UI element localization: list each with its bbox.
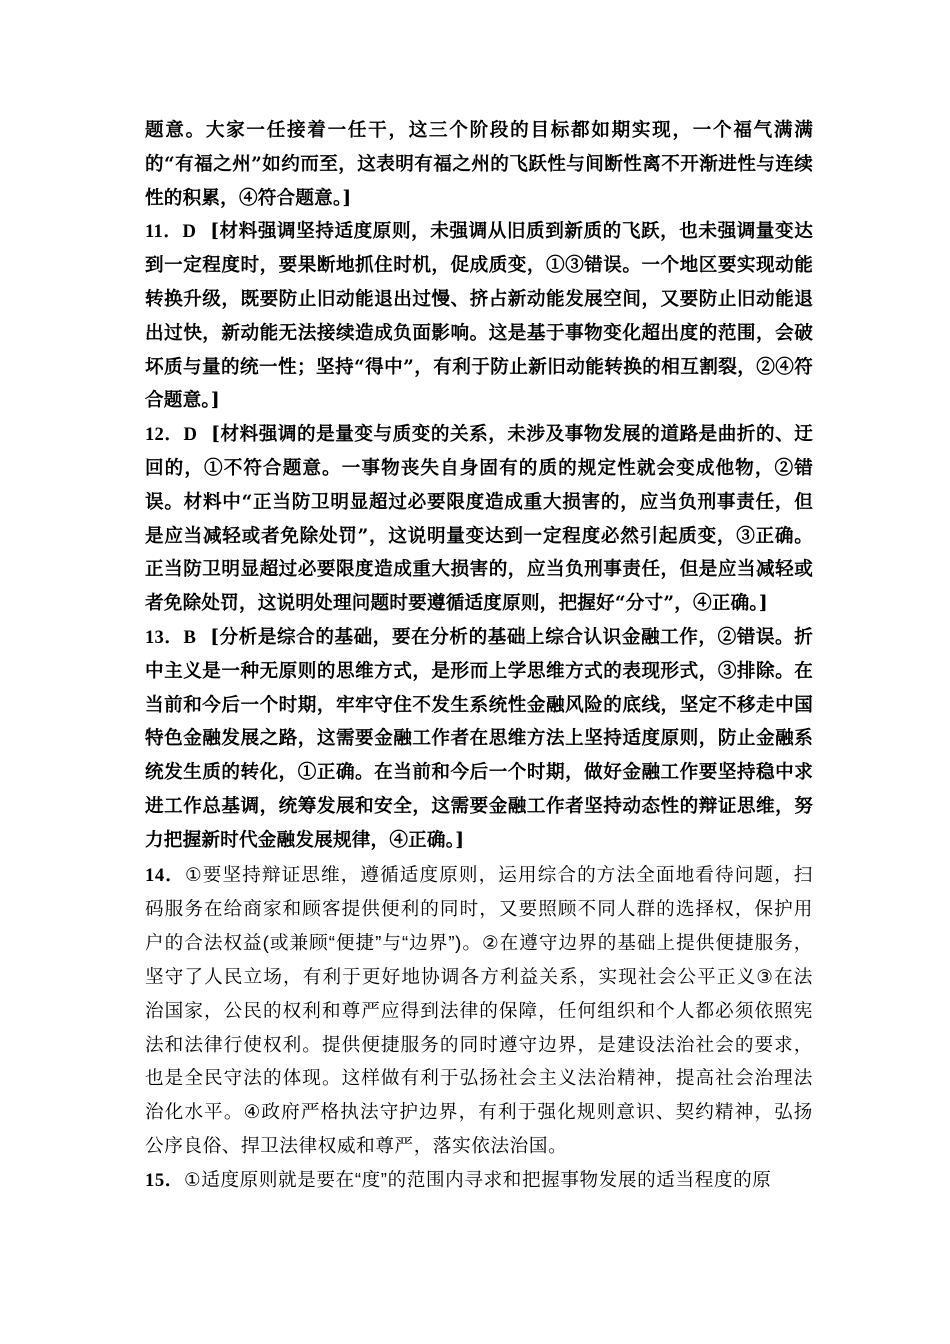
answer-number: 15．	[145, 1169, 184, 1191]
answer-11	[145, 215, 813, 418]
answer-number: 12．D	[145, 424, 198, 446]
document-page	[145, 114, 813, 1198]
answer-15	[145, 1163, 813, 1198]
answer-number: 11．D	[145, 221, 197, 243]
paragraph-continuation	[145, 114, 813, 215]
answer-explanation: [材料强调坚持适度原则，未强调从旧质到新质的飞跃，也未强调量变达到一定程度时，要果断地抓住时机，促成质变，①③错误。一个地区要实现动能转换升级，既要防止旧动能退出过慢、挤占新动能发展空间，又要防止旧动能退出过快，新动能无法接续造成负面影响。这是基于事物变化超出度的范围，会破坏质与量的统一性；坚持“得中”，有利于防止新旧动能转换的相互割裂，②④符合题意。]	[145, 221, 814, 412]
answer-13	[145, 621, 813, 858]
answer-explanation: ①要坚持辩证思维，遵循适度原则，运用综合的方法全面地看待问题，扫码服务在给商家和顾客提供便利的同时，又要照顾不同人群的选择权，保护用户的合法权益(或兼顾“便捷”与“边界”)。②在遵守边界的基础上提供便捷服务，坚守了人民立场，有利于更好地协调各方利益关系，实现社会公平正义③在法治国家，公民的权利和尊严应得到法律的保障，任何组织和个人都必须依照宪法和法律行使权利。提供便捷服务的同时遵守边界，是建设法治社会的要求，也是全民守法的体现。这样做有利于弘扬社会主义法治精神，提高社会治理法治化水平。④政府严格执法守护边界，有利于强化规则意识、契约精神，弘扬公序良俗、捍卫法律权威和尊严，落实依法治国。	[145, 863, 813, 1156]
answer-14	[145, 858, 813, 1163]
answer-12	[145, 418, 813, 621]
answer-number: 14．	[145, 864, 186, 886]
answer-explanation: ①适度原则就是要在“度”的范围内寻求和把握事物发展的适当程度的原	[184, 1168, 772, 1190]
paragraph-text: 题意。大家一任接着一任干，这三个阶段的目标都如期实现，一个福气满满的“有福之州”如约而至，这表明有福之州的飞跃性与间断性离不开渐进性与连续性的积累，④符合题意。]	[145, 120, 813, 209]
answer-explanation: [材料强调的是量变与质变的关系，未涉及事物发展的道路是曲折的、迂回的，①不符合题意。一事物丧失自身固有的质的规定性就会变成他物，②错误。材料中“正当防卫明显超过必要限度造成重大损害的，应当负刑事责任，但是应当减轻或者免除处罚”，这说明量变达到一定程度必然引起质变，③正确。正当防卫明显超过必要限度造成重大损害的，应当负刑事责任，但是应当减轻或者免除处罚，这说明处理问题时要遵循适度原则，把握好“分寸”，④正确。]	[145, 424, 813, 615]
answer-explanation: [分析是综合的基础，要在分析的基础上综合认识金融工作，②错误。折中主义是一种无原则的思维方式，是形而上学思维方式的表现形式，③排除。在当前和今后一个时期，牢牢守住不发生系统性金融风险的底线，坚定不移走中国特色金融发展之路，这需要金融工作者在思维方法上坚持适度原则，防止金融系统发生质的转化，①正确。在当前和今后一个时期，做好金融工作要坚持稳中求进工作总基调，统筹发展和安全，这需要金融工作者坚持动态性的辩证思维，努力把握新时代金融发展规律，④正确。]	[145, 626, 814, 851]
answer-number: 13．B	[145, 626, 197, 648]
